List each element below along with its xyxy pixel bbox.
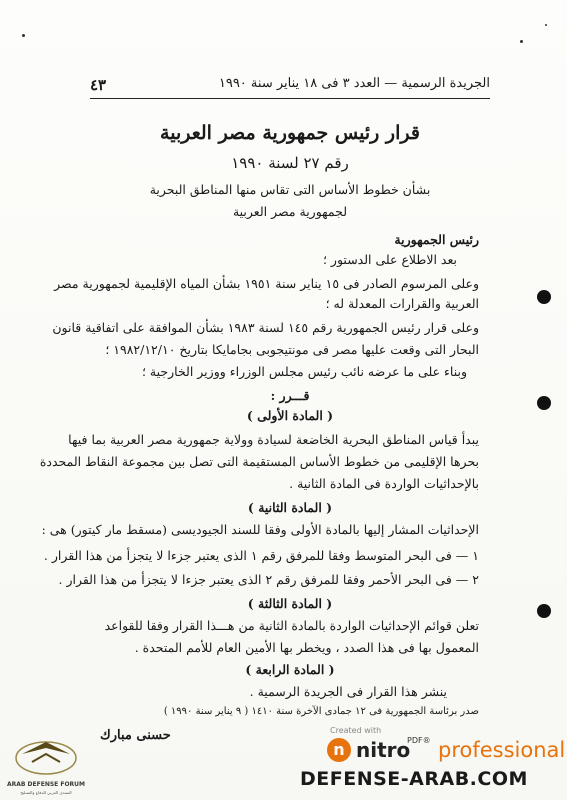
arab-defense-forum-logo	[2, 724, 90, 800]
article-line: المعمول بها فى هذا الصدد ، ويخطر بها الأمين العام للأمم المتحدة .	[134, 640, 479, 655]
decree-subject-line2: لجمهورية مصر العربية	[232, 204, 348, 219]
preamble-line: البحار التى وقعت عليها مصر فى مونتيجوبى بجامايكا بتاريخ ١٩٨٢/١٢/١٠ ؛	[105, 342, 479, 357]
decided-label: قـــرر :	[270, 388, 310, 403]
professional-wordmark: professional	[438, 738, 566, 762]
decree-subject-line1: بشأن خطوط الأساس التى تقاس منها المناطق البحرية	[149, 182, 431, 197]
article-line: بالإحداثيات الواردة فى المادة الثانية .	[289, 476, 479, 491]
article-heading: ( المادة الثالثة )	[247, 596, 333, 611]
scan-speck	[545, 24, 547, 26]
logo-sub: المنتدى العربي للدفاع والتسليح	[20, 790, 72, 795]
punch-hole	[537, 604, 551, 618]
punch-hole	[537, 396, 551, 410]
article-line: الإحداثيات المشار إليها بالمادة الأولى وفقا للسند الجيوديسى (مسقط مار كيتور) هى :	[41, 522, 479, 537]
punch-hole	[537, 290, 551, 304]
article-line: ١ — فى البحر المتوسط وفقا للمرفق رقم ١ الذى يعتبر جزءا لا يتجزأ من هذا القرار .	[43, 548, 479, 563]
watermark-band	[0, 724, 567, 800]
signatory-name: حسنى مبارك	[100, 728, 171, 743]
preamble-line: بعد الاطلاع على الدستور ؛	[322, 252, 457, 267]
preamble-line: وبناء على ما عرضه نائب رئيس مجلس الوزراء ووزير الخارجية ؛	[141, 364, 467, 379]
decree-number: رقم ٢٧ لسنة ١٩٩٠	[231, 154, 349, 172]
article-heading: ( المادة الأولى )	[246, 408, 334, 423]
scan-speck	[22, 34, 25, 37]
article-line: تعلن قوائم الإحداثيات الواردة بالمادة الثانية من هـــذا القرار وفقا للقواعد	[104, 618, 479, 633]
article-line: يبدأ قياس المناطق البحرية الخاضعة لسيادة وولاية جمهورية مصر العربية بما فيها	[68, 432, 479, 447]
pdf-superscript: PDF®	[407, 736, 431, 745]
nitro-logo-icon: n	[327, 738, 351, 762]
issuer-label: رئيس الجمهورية	[394, 232, 479, 247]
article-line: ينشر هذا القرار فى الجريدة الرسمية .	[249, 684, 447, 699]
logo-text: ARAB DEFENSE FORUM	[6, 781, 86, 788]
scan-speck	[520, 40, 523, 43]
nitro-wordmark: nitro	[356, 738, 411, 762]
preamble-line: العربية والقرارات المعدلة له ؛	[325, 296, 479, 311]
gazette-issue-line: الجريدة الرسمية — العدد ٣ فى ١٨ يناير سنة ١٩٩٠	[218, 76, 490, 91]
created-with-label: Created with	[330, 726, 382, 735]
article-heading: ( المادة الرابعة )	[245, 662, 335, 677]
preamble-line: وعلى المرسوم الصادر فى ١٥ يناير سنة ١٩٥١ بشأن المياه الإقليمية لجمهورية مصر	[54, 276, 479, 291]
article-line: ٢ — فى البحر الأحمر وفقا للمرفق رقم ٢ الذى يعتبر جزءا لا يتجزأ من هذا القرار .	[58, 572, 479, 587]
preamble-line: وعلى قرار رئيس الجمهورية رقم ١٤٥ لسنة ١٩٨٣ بشأن الموافقة على اتفاقية قانون	[52, 320, 479, 335]
article-heading: ( المادة الثانية )	[247, 500, 333, 515]
gazette-header	[90, 76, 490, 99]
decree-title: قرار رئيس جمهورية مصر العربية	[160, 122, 420, 144]
issuance-note: صدر برئاسة الجمهورية فى ١٢ جمادى الآخرة سنة ١٤١٠ ( ٩ يناير سنة ١٩٩٠ )	[163, 706, 479, 717]
article-line: بحرها الإقليمى من خطوط الأساس المستقيمة التى تصل بين مجموعة النقاط المحددة	[39, 454, 479, 469]
site-wordmark: DEFENSE-ARAB.COM	[300, 768, 528, 790]
page-number: ٤٣	[90, 76, 107, 94]
